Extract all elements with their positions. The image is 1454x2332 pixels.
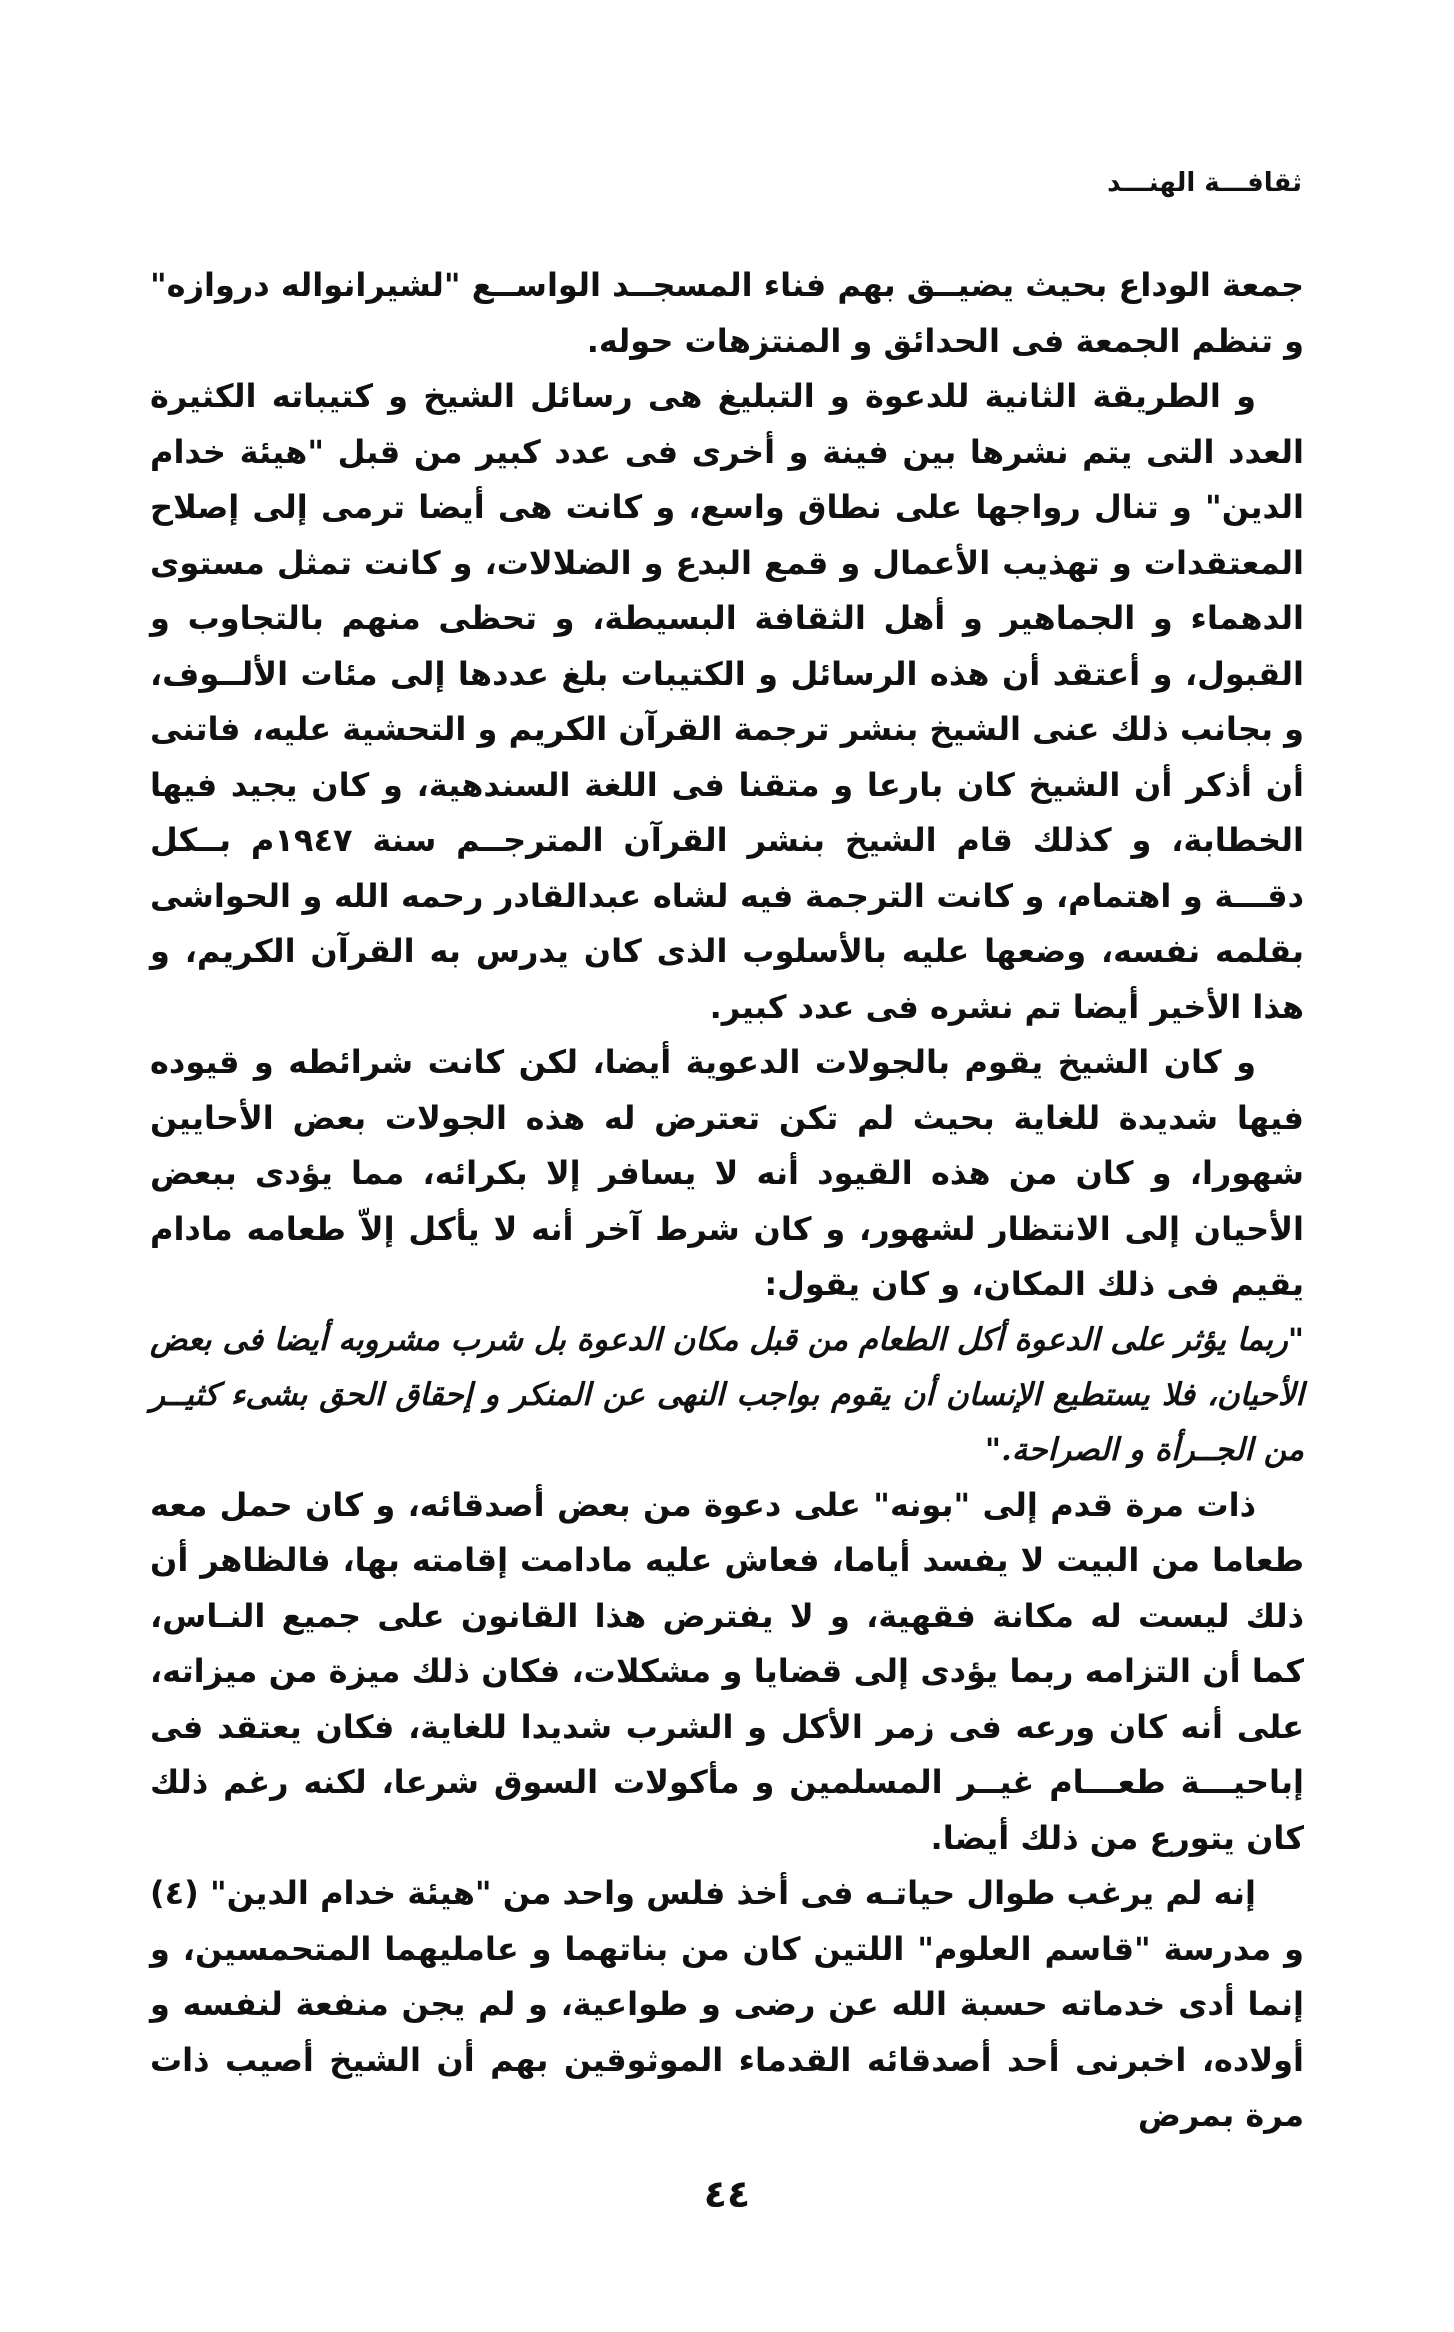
page-body — [150, 258, 1304, 2144]
paragraph-5: إنه لم يرغب طوال حياتـه فى أخذ فلس واحد من "هيئة خدام الدين" (٤) و مدرسة "قاسم العلوم" اللتين كان من بناتهما و عامليهما المتحمسين، و إنما أدى خدماته حسبة الله عن رضى و طواعية، و لم يجن منفعة لنفسه و أولاده، اخبرنى أحد أصدقائه القدماء الموثوقين بهم أن الشيخ أصيب ذات مرة بمرض — [150, 1874, 1304, 2134]
paragraph-3: و كان الشيخ يقوم بالجولات الدعوية أيضا، لكن كانت شرائطه و قيوده فيها شديدة للغاية بحيث لم تكن تعترض له هذه الجولات بعض الأحايين شهورا، و كان من هذه القيود أنه لا يسافر إلا بكرائه، مما يؤدى ببعض الأحيان إلى الانتظار لشهور، و كان شرط آخر أنه لا يأكل إلاّ طعامه مادام يقيم فى ذلك المكان، و كان يقول: — [150, 1043, 1304, 1303]
paragraph-4: ذات مرة قدم إلى "بونه" على دعوة من بعض أصدقائه، و كان حمل معه طعاما من البيت لا يفسد أياما، فعاش عليه مادامت إقامته بها، فالظاهر أن ذلك ليست له مكانة فقهية، و لا يفترض هذا القانون على جميع النـاس، كما أن التزامه ربما يؤدى إلى قضايا و مشكلات، فكان ذلك ميزة من ميزاته، على أنه كان ورعه فى زمر الأكل و الشرب شديدا للغاية، فكان يعتقد فى إباحيـــة طعـــام غيــر المسلمين و مأكولات السوق شرعا، لكنه رغم ذلك كان يتورع من ذلك أيضا. — [150, 1485, 1304, 1857]
paragraph-2: و الطريقة الثانية للدعوة و التبليغ هى رسائل الشيخ و كتيباته الكثيرة العدد التى يتم نشرها بين فينة و أخرى فى عدد كبير من قبل "هيئة خدام الدين" و تنال رواجها على نطاق واسع، و كانت هى أيضا ترمى إلى إصلاح المعتقدات و تهذيب الأعمال و قمع البدع و الضلالات، و كانت تمثل مستوى الدهماء و الجماهير و أهل الثقافة البسيطة، و تحظى منهم بالتجاوب و القبول، و أعتقد أن هذه الرسائل و الكتيبات بلغ عددها إلى مئات الألــوف، و بجانب ذلك عنى الشيخ بنشر ترجمة القرآن الكريم و التحشية عليه، فاتنى أن أذكر أن الشيخ كان بارعا و متقنا فى اللغة السندهية، و كان يجيد فيها الخطابة، و كذلك قام الشيخ بنشر القرآن المترجــم سنة ١٩٤٧م بــكل دقـــة و اهتمام، و كانت الترجمة فيه لشاه عبدالقادر رحمه الله و الحواشى بقلمه نفسه، وضعها عليه بالأسلوب الذى كان يدرس به القرآن الكريم، و هذا الأخير أيضا تم نشره فى عدد كبير. — [150, 377, 1305, 1026]
running-header: ثقافـــة الهنـــد — [1107, 168, 1302, 198]
page-number: ٤٤ — [703, 2172, 751, 2216]
block-quote: "ربما يؤثر على الدعوة أكل الطعام من قبل مكان الدعوة بل شرب مشروبه أيضا فى بعض الأحيان، فلا يستطيع الإنسان أن يقوم بواجب النهى عن المنكر و إحقاق الحق بشىء كثيــر من الجــرأة و الصراحة." — [150, 1321, 1304, 1468]
paragraph-1: جمعة الوداع بحيث يضيــق بهم فناء المسجــد الواســع "لشيرانواله دروازه" و تنظم الجمعة فى الحدائق و المنتزهات حوله. — [150, 266, 1304, 360]
